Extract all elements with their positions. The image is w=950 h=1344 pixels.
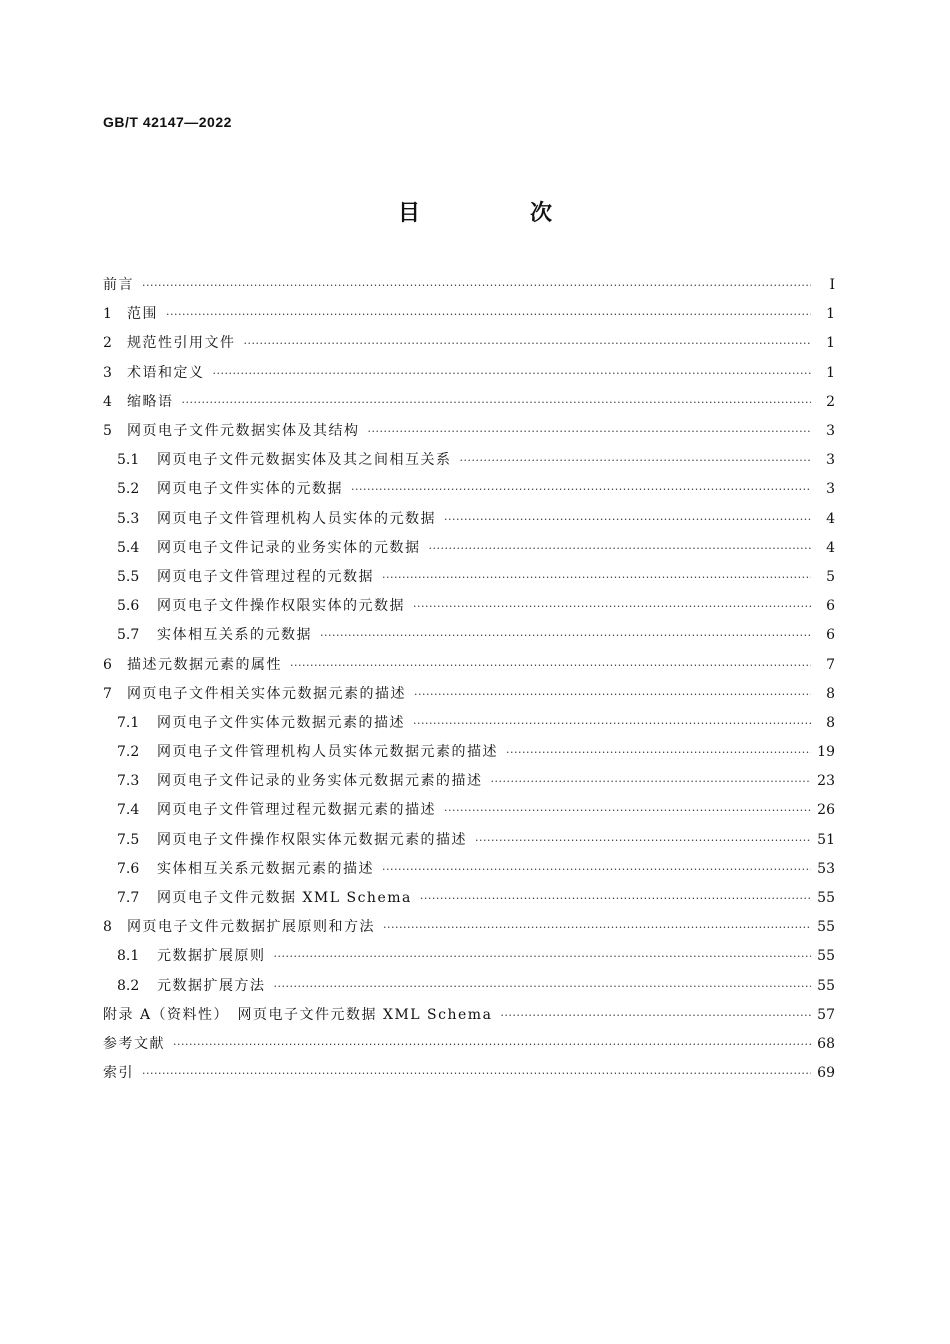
toc-entry[interactable] [103, 1001, 835, 1030]
toc-entry-page: 3 [826, 481, 835, 498]
toc-entry-title: 描述元数据元素的属性 [127, 656, 282, 673]
toc-leader-dots [500, 1001, 811, 1030]
toc-entry-number: 7.7 [117, 890, 140, 907]
toc-entry-number: 7.4 [117, 802, 140, 819]
toc-entry[interactable] [103, 534, 835, 563]
toc-leader-dots [368, 417, 812, 446]
toc-entry-page: 8 [826, 685, 835, 702]
toc-entry-title: 网页电子文件管理过程元数据元素的描述 [157, 802, 436, 819]
toc-entry-title: 网页电子文件操作权限实体的元数据 [157, 598, 405, 615]
toc-leader-dots [351, 475, 811, 504]
toc-leader-dots [213, 359, 812, 388]
toc-entry-page: 26 [817, 802, 835, 819]
toc-leader-dots [142, 271, 811, 300]
toc-leader-dots [429, 534, 812, 563]
toc-entry-page: 6 [826, 598, 835, 615]
toc-entry-number: 5.1 [117, 452, 140, 469]
toc-entry[interactable] [103, 505, 835, 534]
toc-entry-page: 55 [817, 977, 835, 994]
toc-leader-dots [413, 709, 811, 738]
toc-leader-dots [274, 942, 812, 971]
toc-entry[interactable] [103, 300, 835, 329]
toc-entry-title: 网页电子文件记录的业务实体元数据元素的描述 [157, 773, 483, 790]
toc-entry-title: 索引 [103, 1065, 134, 1082]
toc-entry[interactable] [103, 972, 835, 1001]
toc-entry-number: 3 [103, 364, 112, 381]
toc-entry-number: 1 [103, 306, 112, 323]
toc-entry-page: 68 [817, 1035, 835, 1052]
toc-entry-number: 6 [103, 656, 112, 673]
toc-entry[interactable] [103, 767, 835, 796]
toc-entry-title: 实体相互关系的元数据 [157, 627, 312, 644]
toc-entry-number: 5 [103, 423, 112, 440]
toc-leader-dots [444, 505, 811, 534]
toc-entry-number: 7.2 [117, 744, 140, 761]
toc-entry-page: 6 [826, 627, 835, 644]
toc-entry-number: 5.6 [117, 598, 140, 615]
toc-entry-title: 术语和定义 [127, 364, 205, 381]
toc-entry-title: 网页电子文件相关实体元数据元素的描述 [127, 685, 406, 702]
toc-entry-page: 55 [817, 948, 835, 965]
toc-entry[interactable] [103, 621, 835, 650]
toc-entry-page: 55 [817, 890, 835, 907]
toc-entry-page: 23 [817, 773, 835, 790]
toc-entry[interactable] [103, 650, 835, 679]
toc-entry-number: 4 [103, 393, 112, 410]
toc-entry-title: 网页电子文件管理机构人员实体的元数据 [157, 510, 436, 527]
toc-leader-dots [460, 446, 812, 475]
toc-entry-title: 网页电子文件操作权限实体元数据元素的描述 [157, 831, 467, 848]
toc-leader-dots [182, 388, 812, 417]
toc-leader-dots [420, 884, 811, 913]
toc-entry[interactable] [103, 475, 835, 504]
toc-leader-dots [475, 826, 811, 855]
toc-entry-page: 3 [826, 452, 835, 469]
toc-entry-page: 19 [817, 744, 835, 761]
toc-entry-page: 1 [826, 306, 835, 323]
toc-entry-page: 2 [826, 393, 835, 410]
toc-entry-title: 范围 [127, 306, 158, 323]
toc-leader-dots [290, 651, 811, 680]
toc-leader-dots [244, 329, 812, 358]
toc-entry[interactable] [103, 738, 835, 767]
toc-entry[interactable] [103, 942, 835, 971]
toc-entry-title: 网页电子文件实体的元数据 [157, 481, 343, 498]
toc-leader-dots [320, 621, 811, 650]
toc-entry-number: 2 [103, 335, 112, 352]
toc-entry-page: 69 [817, 1065, 835, 1082]
toc-entry[interactable] [103, 884, 835, 913]
document-code: GB/T 42147—2022 [103, 114, 232, 130]
toc-entry-number: 8.2 [117, 977, 140, 994]
toc-entry-title: 网页电子文件元数据实体及其结构 [127, 423, 360, 440]
toc-entry[interactable] [103, 680, 835, 709]
toc-leader-dots [382, 563, 811, 592]
toc-entry[interactable] [103, 796, 835, 825]
toc-entry-number: 7.6 [117, 860, 140, 877]
toc-entry-page: 4 [826, 510, 835, 527]
toc-entry-title: 网页电子文件管理过程的元数据 [157, 568, 374, 585]
toc-entry[interactable] [103, 826, 835, 855]
toc-entry-title: 网页电子文件元数据扩展原则和方法 [127, 919, 375, 936]
toc-leader-dots [274, 972, 812, 1001]
toc-entry-page: Ⅰ [829, 277, 835, 294]
toc-entry-page: 55 [817, 919, 835, 936]
toc-entry-title: 网页电子文件记录的业务实体的元数据 [157, 539, 421, 556]
toc-entry-title: 前言 [103, 277, 134, 294]
toc-entry-title: 元数据扩展原则 [157, 948, 266, 965]
toc-entry-number: 5.7 [117, 627, 140, 644]
toc-entry-title: 网页电子文件元数据实体及其之间相互关系 [157, 452, 452, 469]
toc-leader-dots [506, 738, 811, 767]
toc-entry-number: 7.1 [117, 714, 140, 731]
toc-entry-page: 57 [817, 1006, 835, 1023]
toc-entry-title: 网页电子文件管理机构人员实体元数据元素的描述 [157, 744, 498, 761]
toc-entry-page: 53 [817, 860, 835, 877]
toc-entry-number: 8 [103, 919, 112, 936]
toc-entry[interactable] [103, 271, 835, 300]
toc-leader-dots [413, 592, 811, 621]
toc-entry-title: 元数据扩展方法 [157, 977, 266, 994]
toc-entry[interactable] [103, 388, 835, 417]
toc-leader-dots [382, 855, 811, 884]
toc-entry[interactable] [103, 563, 835, 592]
toc-entry-page: 51 [817, 831, 835, 848]
toc-entry[interactable] [103, 913, 835, 942]
toc-entry-page: 5 [826, 568, 835, 585]
toc-entry-number: 7 [103, 685, 112, 702]
toc-entry-number: 8.1 [117, 948, 140, 965]
toc-entry[interactable] [103, 592, 835, 621]
toc-entry-title: 网页电子文件元数据 XML Schema [157, 890, 412, 907]
toc-entry-title: 附录 A（资料性） 网页电子文件元数据 XML Schema [103, 1006, 493, 1023]
toc-entry-page: 8 [826, 714, 835, 731]
toc-entry[interactable] [103, 359, 835, 388]
toc-entry-title: 规范性引用文件 [127, 335, 236, 352]
toc-entry-title: 参考文献 [103, 1035, 165, 1052]
toc-leader-dots [173, 1030, 811, 1059]
toc-leader-dots [444, 796, 811, 825]
toc-entry-title: 网页电子文件实体元数据元素的描述 [157, 714, 405, 731]
toc-leader-dots [491, 767, 812, 796]
toc-entry-number: 5.2 [117, 481, 140, 498]
toc-entry-page: 4 [826, 539, 835, 556]
toc-entry-number: 5.4 [117, 539, 140, 556]
toc-entry[interactable] [103, 855, 835, 884]
toc-leader-dots [414, 680, 811, 709]
toc-entry-page: 3 [826, 423, 835, 440]
toc-entry-title: 缩略语 [127, 393, 174, 410]
toc-entry[interactable] [103, 1030, 835, 1059]
toc-entry-page: 1 [826, 335, 835, 352]
toc-entry[interactable] [103, 709, 835, 738]
toc-entry[interactable] [103, 446, 835, 475]
toc-entry[interactable] [103, 1059, 835, 1088]
toc-leader-dots [166, 300, 811, 329]
toc-entry-page: 1 [826, 364, 835, 381]
toc-entry-number: 5.5 [117, 568, 140, 585]
toc-entry[interactable] [103, 329, 835, 358]
toc-entry-page: 7 [826, 656, 835, 673]
toc-entry[interactable] [103, 417, 835, 446]
page-title: 目 次 [397, 201, 596, 226]
toc-entry-number: 5.3 [117, 510, 140, 527]
toc-entry-title: 实体相互关系元数据元素的描述 [157, 860, 374, 877]
toc-leader-dots [383, 913, 811, 942]
table-of-contents [103, 271, 835, 1088]
toc-entry-number: 7.3 [117, 773, 140, 790]
toc-leader-dots [142, 1059, 811, 1088]
toc-entry-number: 7.5 [117, 831, 140, 848]
